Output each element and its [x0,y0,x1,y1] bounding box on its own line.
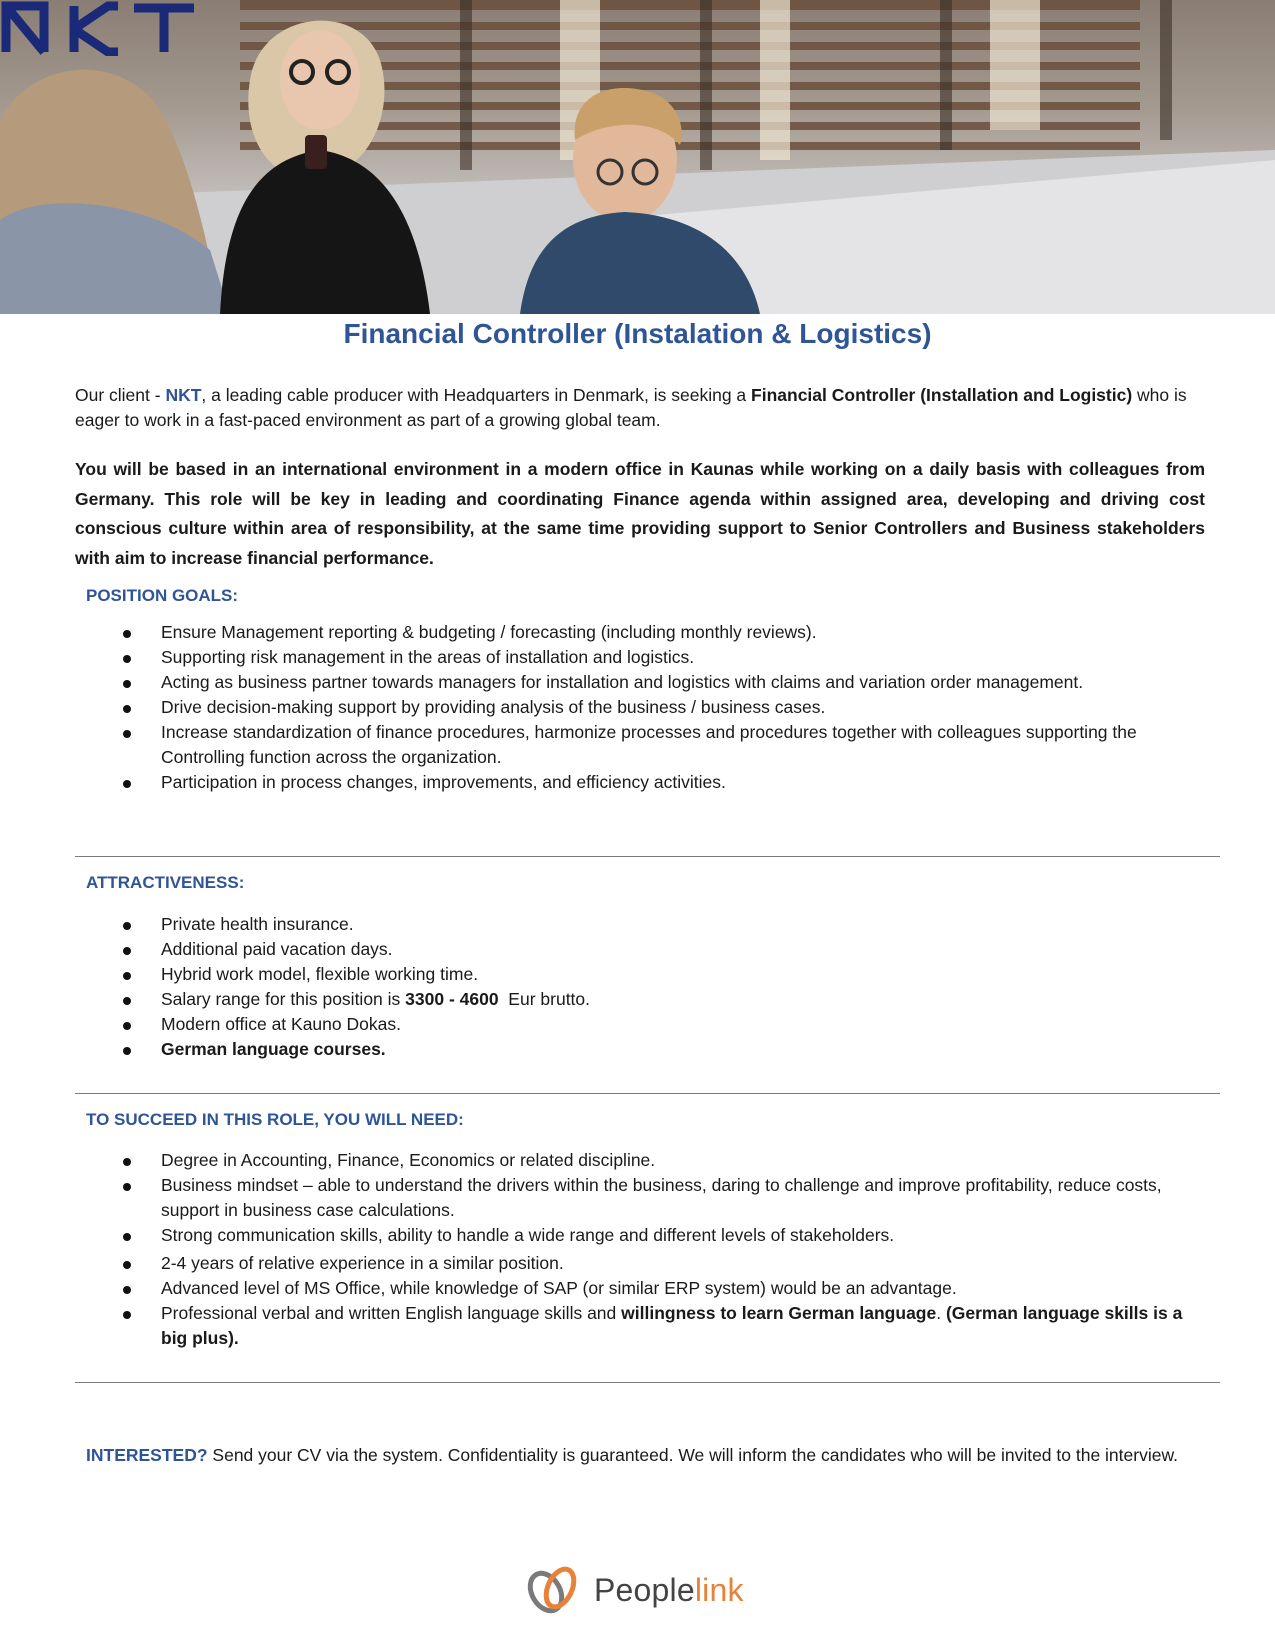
header-photo [0,0,1275,314]
bullet-icon [123,1311,131,1319]
interested-text: Send your CV via the system. Confidentiality is guaranteed. We will inform the candidates who will be invited to the interview. [207,1445,1178,1465]
bullet-icon [123,655,131,663]
bullet-icon [123,922,131,930]
list-item: Professional verbal and written English language skills and willingness to learn German language. (German language skills is a big plus). [120,1301,1210,1351]
bullet-icon [123,1158,131,1166]
list-item: Participation in process changes, improvements, and efficiency activities. [120,770,1210,795]
attractiveness-heading: ATTRACTIVENESS: [86,873,245,892]
bullet-icon [123,1022,131,1030]
list-item: Increase standardization of finance procedures, harmonize processes and procedures together with colleagues supporting the Controlling function across the organization. [120,720,1210,770]
bullet-icon [123,1233,131,1241]
list-item: Modern office at Kauno Dokas. [120,1012,1210,1037]
requirements-list [120,1148,1210,1351]
section-divider [75,1093,1220,1094]
list-item: German language courses. [120,1037,1210,1062]
bullet-icon [123,997,131,1005]
list-item: Supporting risk management in the areas of installation and logistics. [120,645,1210,670]
bullet-icon [123,780,131,788]
list-item: Acting as business partner towards managers for installation and logistics with claims and variation order management. [120,670,1210,695]
bullet-icon [123,1286,131,1294]
bullet-icon [123,730,131,738]
intro-paragraph [75,383,1205,433]
salary-range: 3300 - 4600 [405,989,499,1009]
summary-paragraph: You will be based in an international environment in a modern office in Kaunas while working on a daily basis with colleagues from Germany. This role will be key in leading and coordinating Finance agenda within assigned area, developing and driving cost conscious culture within area of responsibility, at the same time providing support to Senior Controllers and Business stakeholders with aim to increase financial performance. [75,459,1205,568]
list-item: Strong communication skills, ability to handle a wide range and different levels of stakeholders. [120,1223,1210,1248]
intro-text: Our client - [75,385,166,405]
call-to-action [86,1443,1210,1468]
peoplelink-wordmark: Peoplelink [594,1572,744,1608]
page-title: Financial Controller (Instalation & Logistics) [343,318,932,349]
list-item: Advanced level of MS Office, while knowledge of SAP (or similar ERP system) would be an advantage. [120,1276,1210,1301]
bullet-icon [123,680,131,688]
list-item: Business mindset – able to understand the drivers within the business, daring to challenge and improve profitability, reduce costs, support in business case calculations. [120,1173,1210,1223]
list-item: Private health insurance. [120,912,1210,937]
list-item: Salary range for this position is 3300 - 4600 Eur brutto. [120,987,1210,1012]
position-goals-heading: POSITION GOALS: [86,586,239,605]
bullet-icon [123,947,131,955]
bullet-icon [123,972,131,980]
bullet-icon [123,1183,131,1191]
attractiveness-list [120,912,1210,1062]
list-item: Hybrid work model, flexible working time. [120,962,1210,987]
bullet-icon [123,1261,131,1269]
peoplelink-mark-icon [524,1560,584,1620]
requirements-heading: TO SUCCEED IN THIS ROLE, YOU WILL NEED: [86,1110,464,1129]
list-item: Drive decision-making support by providing analysis of the business / business cases. [120,695,1210,720]
nkt-logo [0,0,196,56]
client-name: NKT [165,385,202,405]
list-item: 2-4 years of relative experience in a similar position. [120,1251,1210,1276]
role-name: Financial Controller (Installation and Logistic) [751,385,1133,405]
bullet-icon [123,1047,131,1055]
position-goals-list [120,620,1210,795]
bullet-icon [123,630,131,638]
list-item: Ensure Management reporting & budgeting / forecasting (including monthly reviews). [120,620,1210,645]
intro-text: , a leading cable producer with Headquarters in Denmark, is seeking a [201,385,752,405]
list-item: Additional paid vacation days. [120,937,1210,962]
peoplelink-logo [524,1560,754,1620]
bullet-icon [123,705,131,713]
section-divider [75,856,1220,857]
section-divider [75,1382,1220,1383]
intro-text: who is eager to work in a fast-paced environment as part of a growing global team. [75,385,1187,430]
interested-label: INTERESTED? [86,1445,208,1465]
list-item: Degree in Accounting, Finance, Economics or related discipline. [120,1148,1210,1173]
